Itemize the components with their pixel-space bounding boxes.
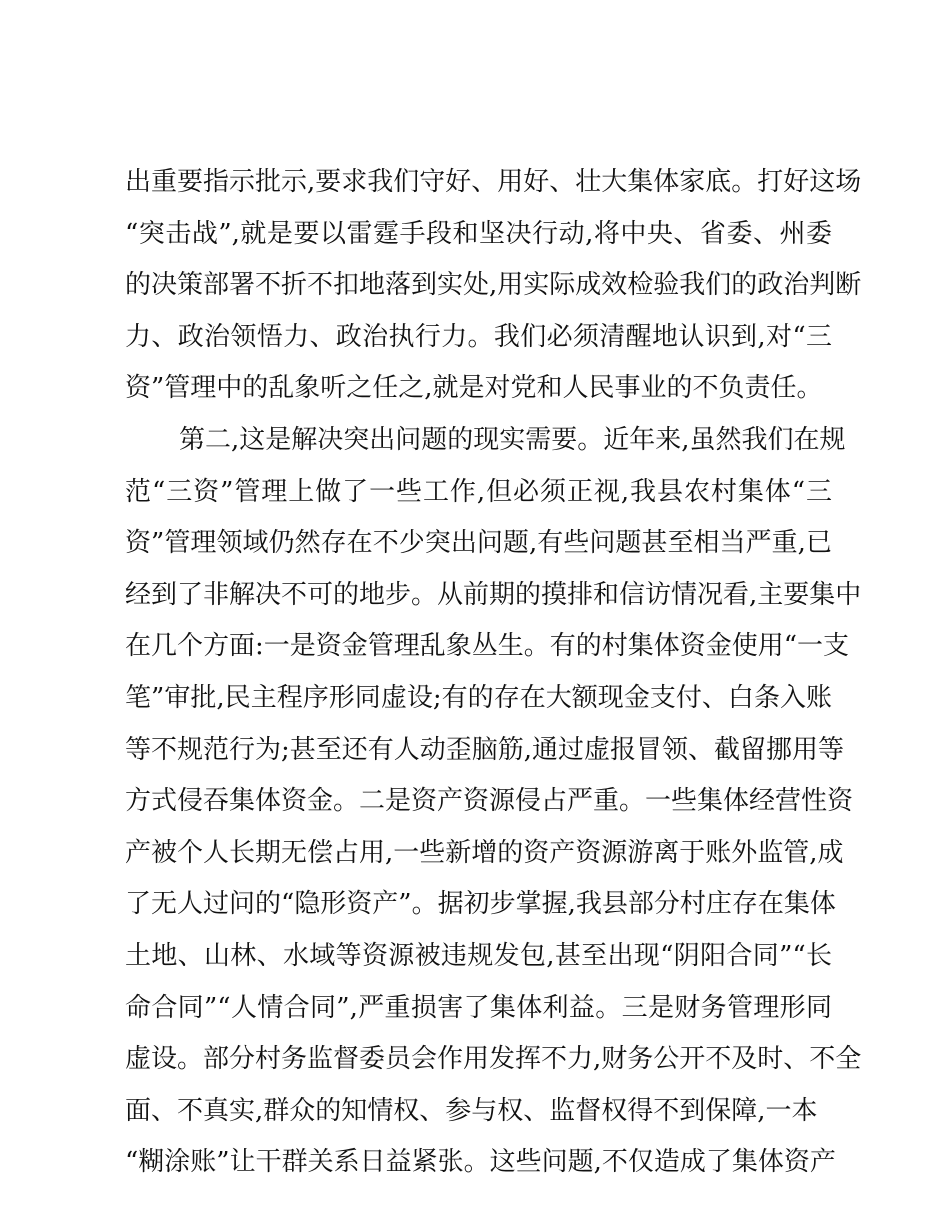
text-line: 虚设。部分村务监督委员会作用发挥不力,财务公开不及时、不全 xyxy=(125,1044,862,1075)
text-line: 命合同”“人情合同”,严重损害了集体利益。三是财务管理形同 xyxy=(125,992,832,1023)
text-line: 资”管理领域仍然存在不少突出问题,有些问题甚至相当严重,已 xyxy=(125,528,832,559)
document-body xyxy=(125,157,862,1189)
text-line: 等不规范行为;甚至还有人动歪脑筋,通过虚报冒领、截留挪用等 xyxy=(125,734,845,765)
text-line: 力、政治领悟力、政治执行力。我们必须清醒地认识到,对“三 xyxy=(125,321,832,352)
paragraph-start-line: 第二,这是解决突出问题的现实需要。近年来,虽然我们在规 xyxy=(179,424,846,455)
text-line: 笔”审批,民主程序形同虚设;有的存在大额现金支付、白条入账 xyxy=(125,682,832,713)
text-line: 了无人过问的“隐形资产”。据初步掌握,我县部分村庄存在集体 xyxy=(125,889,836,920)
text-line: 出重要指示批示,要求我们守好、用好、壮大集体家底。打好这场 xyxy=(125,167,862,197)
text-line: 资”管理中的乱象听之任之,就是对党和人民事业的不负责任。 xyxy=(125,373,823,404)
text-line: 范“三资”管理上做了一些工作,但必须正视,我县农村集体“三 xyxy=(125,476,832,507)
text-line: 土地、山林、水域等资源被违规发包,甚至出现“阴阳合同”“长 xyxy=(125,940,832,971)
text-line: 的决策部署不折不扣地落到实处,用实际成效检验我们的政治判断 xyxy=(125,270,862,301)
text-line: 经到了非解决不可的地步。从前期的摸排和信访情况看,主要集中 xyxy=(125,579,862,610)
text-line: “突击战”,就是要以雷霆手段和坚决行动,将中央、省委、州委 xyxy=(125,218,832,249)
text-line: 在几个方面:一是资金管理乱象丛生。有的村集体资金使用“一支 xyxy=(125,631,850,662)
text-line: “糊涂账”让干群关系日益紧张。这些问题,不仅造成了集体资产 xyxy=(125,1147,836,1178)
text-line: 产被个人长期无偿占用,一些新增的资产资源游离于账外监管,成 xyxy=(125,837,844,868)
text-line: 面、不真实,群众的知情权、参与权、监督权得不到保障,一本 xyxy=(125,1095,818,1126)
text-line: 方式侵吞集体资金。二是资产资源侵占严重。一些集体经营性资 xyxy=(125,786,854,817)
